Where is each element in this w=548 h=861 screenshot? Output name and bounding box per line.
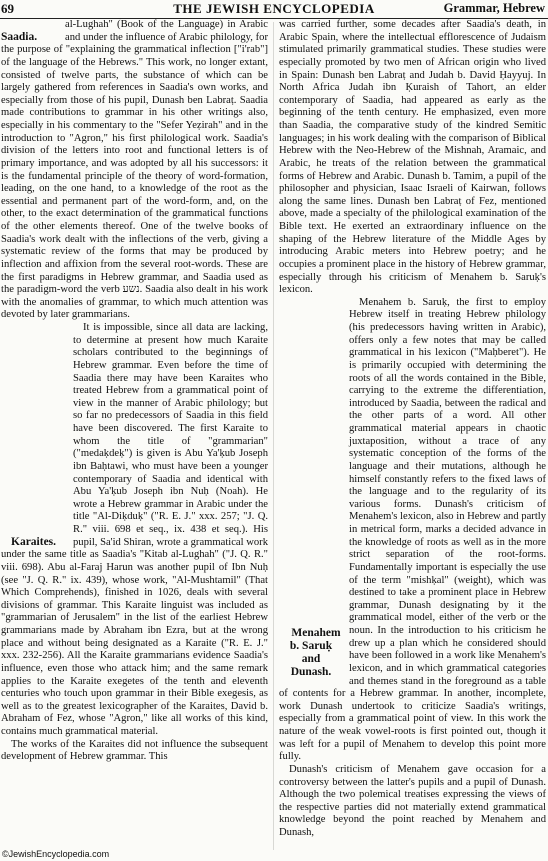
right-paragraph-1: was carried further, some decades after Saadia's death, in Arabic Spain, where the intellectual efflorescence of Judaism stimulated primarily grammatical studies. These studies were especially promoted by two men of African origin who lived in Spain: Dunash ben Labraṭ and Judah b. David Ḥayyuj. In North Africa Judah ibn Ḳuraish of Tahort, an elder contemporary of Saadia, had appeared as early as the beginning of the tenth century. He emphasized, even more than Saadia, the comparative study of the kindred Semitic languages; in his work dealing with the comparison of Biblical Hebrew with the Neo-Hebrew of the Mishnah, Aramaic, and Arabic, he treats of the relation between the grammatical forms of Hebrew and Arabic. Dunash b. Tamim, a pupil of the philosopher and physician, Isaac Israeli of Kairwan, follows along the same lines. Dunash ben Labraṭ of Fez, mentioned above, made a specialty of the philological examination of the Bible text. He exerted an extraordinary influence on the shaping of the Hebrew literature of the Middle Ages by introducing Arabic meters into Hebrew poetry; and he occupies a prominent place in the history of Hebrew grammar, especially through his criticism of Menahem b. Saruḳ's lexicon. [279, 19, 546, 296]
left-paragraph-1 [1, 19, 268, 322]
left-paragraph-2-text: It is impossible, since all data are lacking, to determine at present how much Karaite scholars contributed to the beginnings of Hebrew grammar. Even before the time of Saadia there may have been Karaites who treated Hebrew from a grammatical point of view in the manner of Arabic philology; but so far no predecessors of Saadia in this field have been discovered. The first Karaite to whom the title of "grammarian" ("medaḳdeḳ") is given is Abu Ya'ḳub Joseph ibn Baḥtawi, who must have been a younger contemporary of Saadia and identical with Abu Ya'ḳub Joseph ibn Nuḥ (Noah). He wrote a Hebrew grammar in Arabic under the title "Al-Diḳduḳ" ("R. E. J." xxx. 257; "J. Q. R." viii. 698 et seq., ix. 438 et seq.). His pupil, Sa'id Shiran, wrote a grammatical work under the same title as Saadia's "Kitab al-Lughah" ("J. Q. R." viii. 698). Abu al-Faraj Harun was another pupil of Ibn Nuḥ (see "J. Q. R." ix. 439), whose work, "Al-Mushtamil" (That Which Comprehends), finished in 1026, deals with several divisions of grammar. This Karaite linguist was included as "grammarian of Jerusalem" in the list of the earliest Hebrew grammarians made by Abraham ibn Ezra, but at the wrong place and without being designated as a Karaite ("R. E. J." xxx. 232-256). All the Karaite grammarians evidence Saadia's influence, even those who attack him; and the same remark applies to the Karaite exegetes of the tenth and eleventh centuries who touch upon grammar in their Bible exegesis, as well as to the greatest lexicographer of the Karaites, David b. Abraham of Fez, whose "Agron," like all works of this kind, contains much grammatical material. [1, 322, 268, 737]
right-column [279, 19, 546, 849]
section-title: Grammar, Hebrew [443, 1, 545, 15]
sidenote-menahem-line-1: Menahem [291, 626, 341, 639]
right-paragraph-3: Dunash's criticism of Menahem gave occasion for a controversy between the latter's pupils and a pupil of Dunash. Although the two polemical treatises expressing the views of the respective parties did not materially extend grammatical knowledge beyond the point reached by Menahem and Dunash, [279, 763, 546, 838]
right-paragraph-2-text: Menahem b. Saruḳ, the first to employ Hebrew itself in treating Hebrew philology (his predecessors having written in Arabic), offers only a few notes that may be called grammatical in his lexicon ("Maḥberet"). He is primarily occupied with determining the roots of all the words contained in the Bible, carrying to the extreme the differentiation, introduced by Saadia, between the radical and the other parts of a word. All other grammatical material appears in chaotic juxtaposition, without a trace of any systematic conception of the forms of the language and their mutations, although he himself constantly refers to the fixed laws of the language and to the regularity of its various forms. Dunash's criticism of Menahem's lexicon, also in Hebrew and partly in metrical form, marks a decided advance in the knowledge of roots as well as in the more strict separation of the root-forms. Fundamentally important is especially the use of the term "mishḳal" (weight), which was destined to take a prominent place in Hebrew grammar, Dunash designating by it the grammatical model, either of the verb or the noun. In the introduction to his criticism he drew up a plan which he considered should have been followed in a work like Menahem's lexicon, and in which grammatical categories and themes stand in the foreground as a table of contents for a Hebrew grammar. In another, incomplete, work Dunash undertook to criticize Saadia's writings, especially from a grammatical point of view. In this work the nature of the weak vowel-roots is first pointed out, though it was left for a pupil of Menahem to develop this point more fully. [279, 296, 546, 763]
page-header [0, 0, 548, 19]
hebrew-paradigm-word: נשע [122, 284, 140, 296]
sidenote-menahem-line-3: and [301, 653, 321, 666]
right-paragraph-2 [279, 297, 546, 764]
sidenote-karaites: Karaites. [11, 536, 57, 548]
sidenote-menahem-line-4: Dunash. [290, 666, 332, 679]
left-paragraph-1-text: al-Lughah" (Book of the Language) in Arabic and under the influence of Arabic philology, for the purpose of "explaining the grammatical inflection ["i'rab"] of the language of the Hebrews." This work, no longer extant, consisted of twelve parts, the substance of which can be largely gathered from references in Saadia's own works, and especially from those of his pupil, Dunash ben Labraṭ. Saadia made contributions to grammar in his other writings also, especially in his commentary to the "Sefer Yeẓirah" and in the introduction to "Agron," his first philological work. Saadia's division of the letters into root and functional letters is of primary importance, and was adopted by all his successors: it is the fundamental principle of the theory of word-formation, leading, on the one hand, to a knowledge of the root as the essential and permanent part of the word-form, and, on the other, to the exact determination of the grammatical functions of the other elements thereof. One of the twelve books of Saadia's work dealt with the inflections of the verb, giving a systematic review of the forms that may be produced by inflection and affixion from the several root-words. These are the first paradigms in Hebrew grammar, and Saadia used as the paradigm-word the verb [1, 19, 268, 296]
copyright-footer: ©JewishEncyclopedia.com [2, 849, 110, 859]
sidenote-menahem [279, 627, 343, 680]
left-paragraph-1-end: . Saadia also dealt in his work with the anomalies of grammar, to which much attention was devoted by later grammarians. [1, 284, 268, 321]
running-title: THE JEWISH ENCYCLOPEDIA [173, 1, 375, 16]
page-number: 69 [1, 1, 14, 16]
sidenote-menahem-line-2: b. Saruḳ [289, 639, 333, 652]
left-paragraph-2 [1, 322, 268, 739]
column-divider [273, 22, 274, 850]
left-paragraph-3: The works of the Karaites did not influence the subsequent development of Hebrew grammar. This [1, 738, 268, 763]
left-column [1, 19, 268, 849]
sidenote-saadia: Saadia. [1, 31, 38, 43]
